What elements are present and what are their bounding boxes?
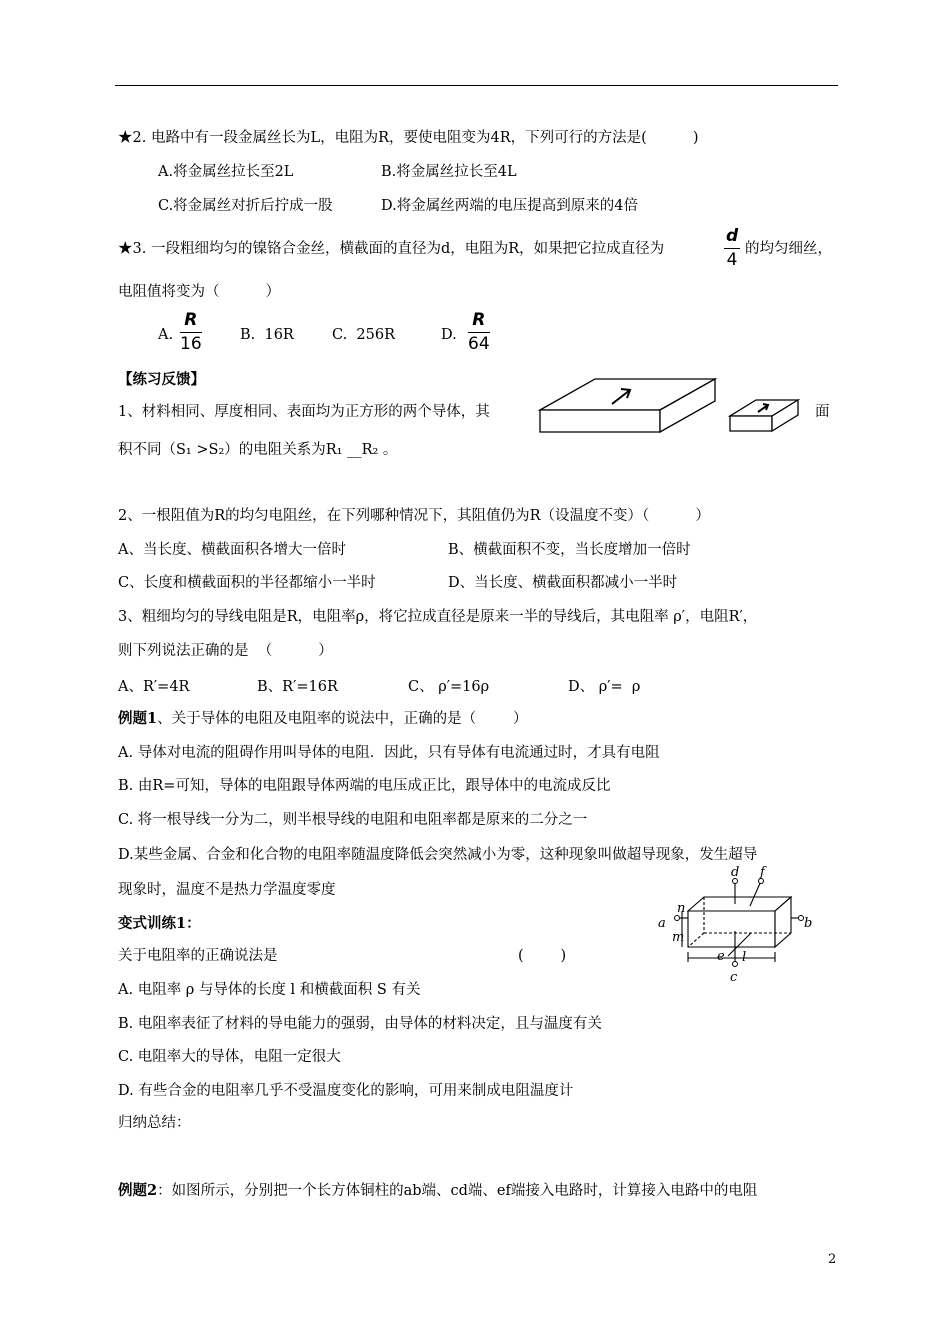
label-d: d	[731, 865, 740, 880]
q3-option-a-den: 16	[180, 334, 202, 354]
q3-option-b: B. 16R	[240, 327, 294, 343]
practice-q2-option-b: B、横截面积不变，当长度增加一倍时	[448, 542, 691, 558]
example1-option-a: A. 导体对电流的阻碍作用叫导体的电阻．因此，只有导体有电流通过时，才具有电阻	[118, 745, 660, 761]
practice-q3-line2: 则下列说法正确的是 （ ）	[118, 643, 333, 659]
example1-option-d-line1: D.某些金属、合金和化合物的电阻率随温度降低会突然减小为零，这种现象叫做超导现象，发生超导	[118, 847, 758, 863]
terminal-f-wire	[750, 881, 761, 906]
page-number: 2	[828, 1252, 837, 1267]
label-n: n	[677, 901, 686, 916]
practice-heading: 【练习反馈】	[118, 371, 205, 388]
small-conductor-front	[730, 416, 772, 431]
q3-option-a-label: A.	[158, 327, 174, 343]
example2-line	[118, 1181, 757, 1201]
example1-label: 例题1	[118, 710, 158, 727]
practice-q3-option-d: D、 ρ′= ρ	[568, 679, 641, 695]
header-rule	[115, 85, 838, 86]
q3-option-d-den: 64	[468, 334, 490, 354]
q3-option-c: C. 256R	[332, 327, 395, 343]
practice-q3-option-a: A、R′=4R	[118, 679, 190, 695]
label-l: l	[742, 950, 747, 965]
q3-option-d-fraction	[468, 310, 490, 355]
summary-label: 归纳总结：	[118, 1115, 191, 1131]
q2-stem: ★2. 电路中有一段金属丝长为L，电阻为R，要使电阻变为4R，下列可行的方法是( )	[118, 130, 699, 146]
q3-option-d-label: D.	[441, 327, 457, 343]
block-side-face	[775, 897, 791, 947]
example1-stem: 、关于导体的电阻及电阻率的说法中，正确的是（ ）	[157, 711, 528, 727]
block-front-face	[688, 911, 775, 947]
q3-stem-prefix: ★3. 一段粗细均匀的镍铬合金丝，横截面的直径为d，电阻为R，如果把它拉成直径为	[118, 241, 665, 257]
q2-option-d: D.将金属丝两端的电压提高到原来的4倍	[381, 198, 638, 214]
variant1-option-a: A. 电阻率 ρ 与导体的长度 l 和横截面积 S 有关	[118, 982, 421, 998]
label-f: f	[760, 865, 765, 880]
q2-option-c: C.将金属丝对折后拧成一股	[158, 198, 333, 214]
example2-label: 例题2	[118, 1182, 158, 1199]
practice-q1-line1: 1、材料相同、厚度相同、表面均为正方形的两个导体，其	[118, 404, 490, 420]
q3-option-a-fraction	[180, 310, 202, 355]
q2-option-a: A.将金属丝拉长至2L	[158, 164, 294, 180]
large-conductor-front	[540, 410, 660, 432]
label-m: m	[672, 930, 685, 945]
label-a: a	[658, 916, 666, 931]
variant1-option-c: C. 电阻率大的导体，电阻一定很大	[118, 1049, 341, 1065]
example1-line	[118, 709, 527, 729]
practice-q2-option-a: A、当长度、横截面积各增大一倍时	[118, 542, 346, 558]
practice-q1-line2: 积不同（S₁ >S₂）的电阻关系为R₁ __R₂ 。	[118, 442, 398, 458]
q3-fraction	[724, 226, 740, 271]
example2-stem: ：如图所示，分别把一个长方体铜柱的ab端、cd端、ef端接入电路时，计算接入电路中的电阻	[157, 1183, 758, 1199]
practice-q2-option-d: D、当长度、横截面积都减小一半时	[448, 575, 678, 591]
two-square-conductors-figure	[530, 374, 810, 436]
q3-stem-suffix: 的均匀细丝，	[745, 241, 832, 257]
variant1-option-d: D. 有些合金的电阻率几乎不受温度变化的影响，可用来制成电阻温度计	[118, 1083, 574, 1099]
q3-option-a-num: R	[180, 310, 202, 333]
variant1-stem: 关于电阻率的正确说法是	[118, 948, 278, 964]
label-e: e	[717, 949, 725, 964]
example1-option-b: B. 由R=可知，导体的电阻跟导体两端的电压成正比，跟导体中的电流成反比	[118, 778, 611, 794]
q3-stem-line2: 电阻值将变为（ ）	[118, 284, 281, 300]
practice-q2-stem: 2、一根阻值为R的均匀电阻丝，在下列哪种情况下，其阻值仍为R（设温度不变）（ ）	[118, 508, 710, 524]
practice-q3-option-b: B、R′=16R	[257, 679, 338, 695]
q3-fraction-den: 4	[726, 250, 738, 270]
terminal-e-wire	[728, 933, 751, 956]
q3-fraction-num: d	[724, 226, 740, 249]
practice-q3-option-c: C、 ρ′=16ρ	[408, 679, 490, 695]
label-b: b	[804, 916, 813, 931]
variant1-answer-paren: ( )	[518, 948, 567, 964]
practice-q3-line1: 3、粗细均匀的导线电阻是R，电阻率ρ，将它拉成直径是原来一半的导线后，其电阻率 ρ′，电阻R′，	[118, 609, 758, 625]
q2-option-b: B.将金属丝拉长至4L	[381, 164, 517, 180]
variant1-option-b: B. 电阻率表征了材料的导电能力的强弱，由导体的材料决定，且与温度有关	[118, 1016, 602, 1032]
practice-q2-option-c: C、长度和横截面积的半径都缩小一半时	[118, 575, 376, 591]
q3-option-d-num: R	[468, 310, 490, 333]
example1-option-d-line2: 现象时，温度不是热力学温度零度	[118, 882, 336, 898]
label-c: c	[730, 970, 738, 985]
example1-option-c: C. 将一根导线一分为二，则半根导线的电阻和电阻率都是原来的二分之一	[118, 812, 588, 828]
variant1-heading: 变式训练1：	[118, 915, 201, 932]
copper-block-figure	[650, 864, 820, 988]
practice-q1-tail: 面	[815, 404, 830, 420]
